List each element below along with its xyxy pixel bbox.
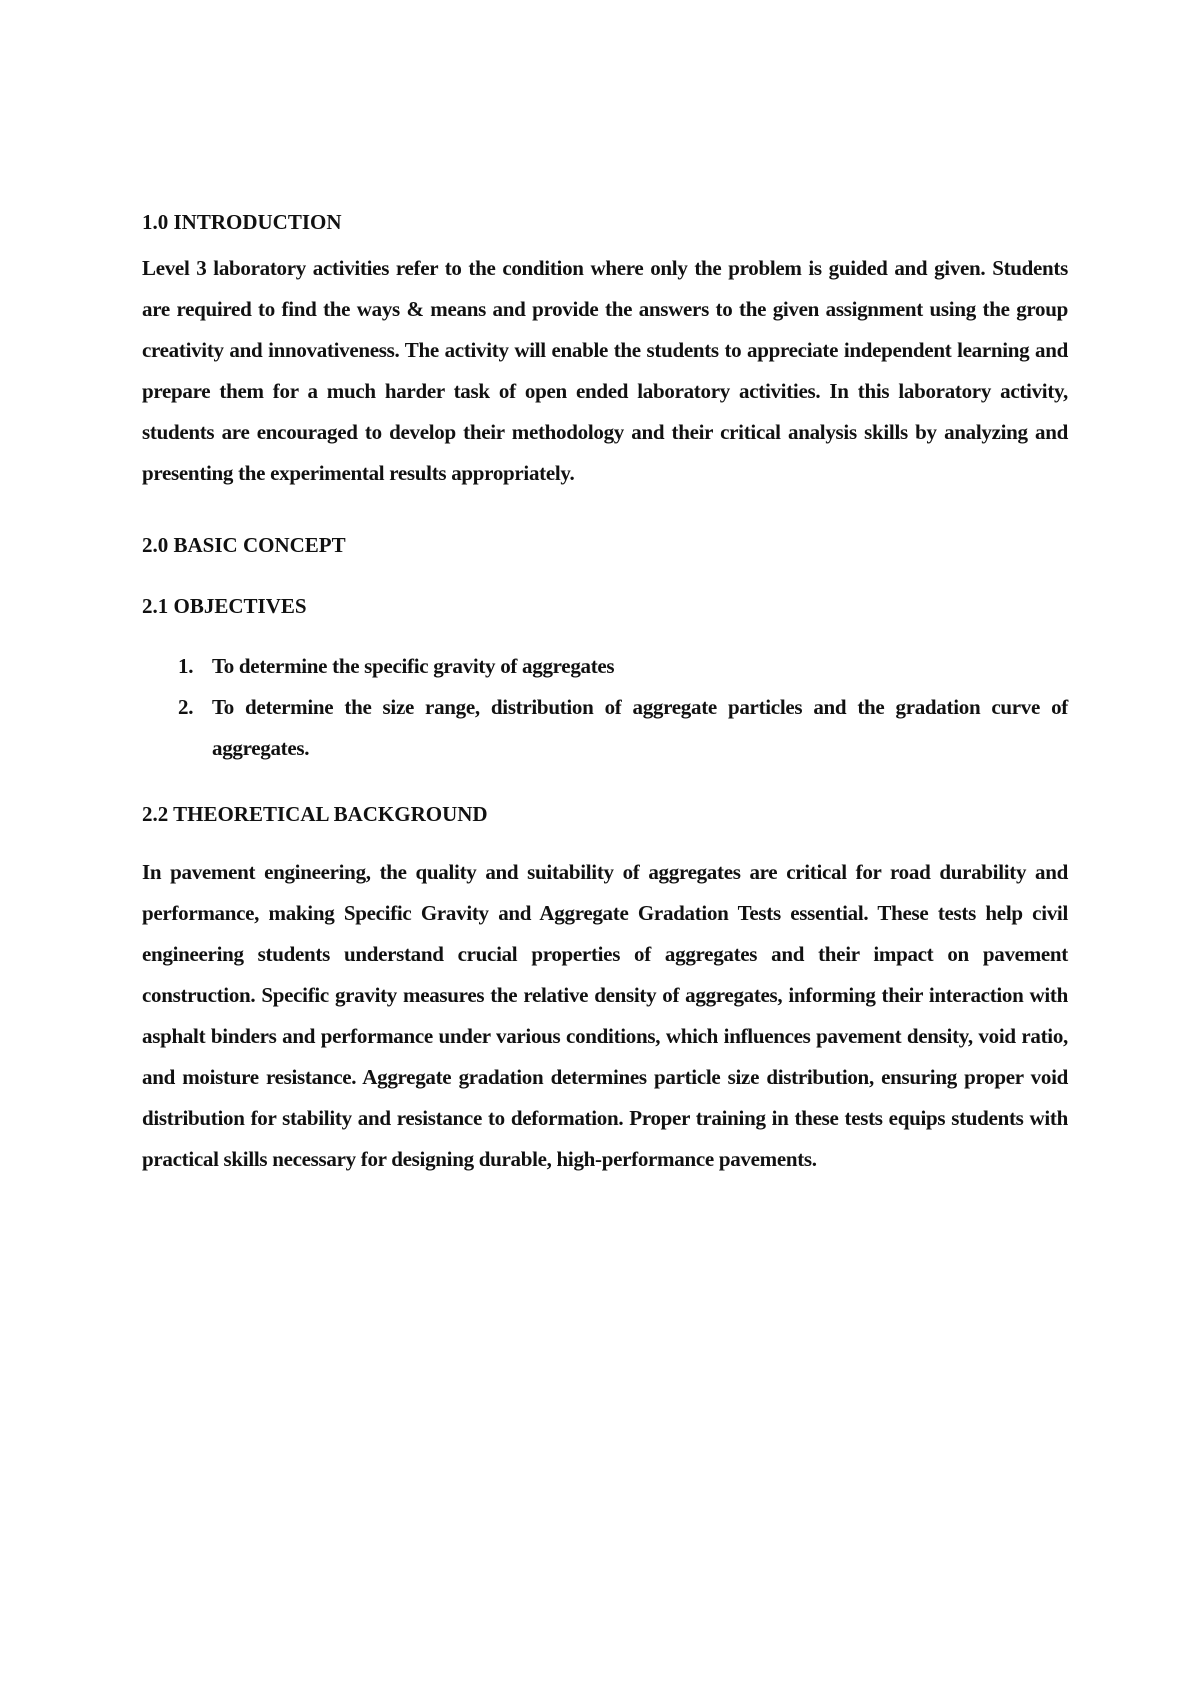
document-page [142, 208, 1068, 1180]
theoretical-background-paragraph: In pavement engineering, the quality and suitability of aggregates are critical for road durability and performance, making Specific Gravity and Aggregate Gradation Tests essential. These tests help civil engineering students understand crucial properties of aggregates and their impact on pavement construction. Specific gravity measures the relative density of aggregates, informing their interaction with asphalt binders and performance under various conditions, which influences pavement density, void ratio, and moisture resistance. Aggregate gradation determines particle size distribution, ensuring proper void distribution for stability and resistance to deformation. Proper training in these tests equips students with practical skills necessary for designing durable, high-performance pavements. [142, 860, 1068, 1171]
introduction-paragraph: Level 3 laboratory activities refer to the condition where only the problem is guided and given. Students are required to find the ways & means and provide the answers to the given assignment using the group creativity and innovativeness. The activity will enable the students to appreciate independent learning and prepare them for a much harder task of open ended laboratory activities. In this laboratory activity, students are encouraged to develop their methodology and their critical analysis skills by analyzing and presenting the experimental results appropriately. [142, 256, 1068, 485]
objective-text: To determine the size range, distribution of aggregate particles and the gradation curve of aggregates. [212, 695, 1068, 760]
introduction-heading: 1.0 INTRODUCTION [142, 210, 342, 234]
objective-item [142, 646, 1068, 687]
basic-concept-heading: 2.0 BASIC CONCEPT [142, 533, 346, 557]
objective-item [142, 687, 1068, 769]
theoretical-background-heading: 2.2 THEORETICAL BACKGROUND [142, 802, 488, 826]
objective-number: 2. [178, 695, 194, 719]
objective-text: To determine the specific gravity of aggregates [212, 654, 615, 678]
objective-number: 1. [178, 654, 194, 678]
objectives-heading: 2.1 OBJECTIVES [142, 594, 307, 618]
objectives-list [142, 646, 1068, 769]
